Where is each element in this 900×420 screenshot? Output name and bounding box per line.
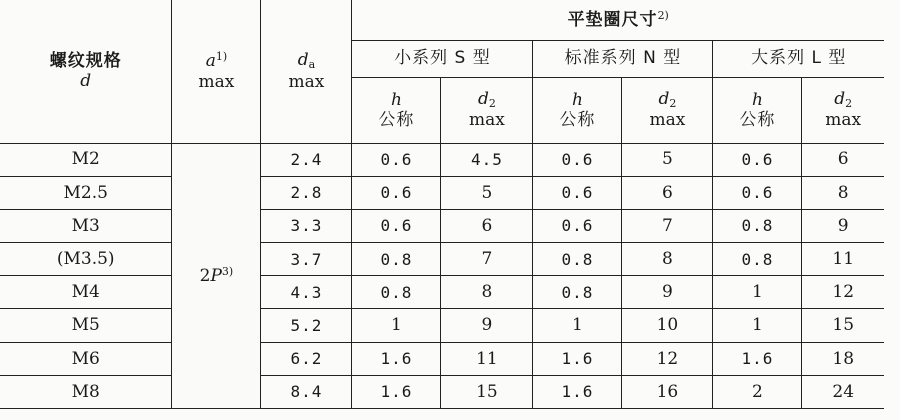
large-d2-cell: 11 [802, 243, 884, 276]
small-h-cell: 0.6 [352, 209, 441, 242]
bolt-spec-cell: (M3.5) [0, 243, 172, 276]
small-h-cell: 0.6 [352, 143, 441, 176]
bolt-spec-cell: M3 [0, 209, 172, 242]
a-value-coef: 2 [199, 266, 211, 287]
large-h-cell: 1 [713, 309, 802, 342]
da-cell: 3.3 [261, 209, 352, 242]
da-cell: 3.7 [261, 243, 352, 276]
a-footnote: 1) [215, 50, 228, 64]
large-h-cell: 1.6 [713, 342, 802, 375]
da-symbol: d [297, 50, 309, 71]
h-unit: 公称 [378, 110, 415, 130]
standard-d2-cell: 16 [622, 375, 713, 408]
small-d2-cell: 15 [441, 375, 533, 408]
large-h-cell: 0.8 [713, 243, 802, 276]
header-a [172, 0, 261, 143]
d2-symbol: d [477, 89, 489, 110]
table-row [0, 375, 884, 408]
table-row [0, 276, 884, 309]
large-d2-cell: 15 [802, 309, 884, 342]
h-symbol: h [571, 89, 583, 110]
table-header [0, 0, 884, 143]
da-cell: 8.4 [261, 375, 352, 408]
small-h-cell: 0.8 [352, 243, 441, 276]
large-h-cell: 2 [713, 375, 802, 408]
standard-d2-cell: 7 [622, 209, 713, 242]
bolt-spec-cell: M6 [0, 342, 172, 375]
a-value-cell [172, 143, 261, 409]
standard-d2-cell: 9 [622, 276, 713, 309]
small-d2-cell: 6 [441, 209, 533, 242]
series-small-header: 小系列 S 型 [352, 40, 533, 77]
table-row [0, 209, 884, 242]
standard-h-cell: 0.6 [533, 143, 622, 176]
small-d2-cell: 9 [441, 309, 533, 342]
a-value-symbol: P [210, 266, 222, 287]
small-h-cell: 0.6 [352, 176, 441, 209]
small-d2-cell: 8 [441, 276, 533, 309]
da-cell: 4.3 [261, 276, 352, 309]
d2-unit: max [469, 110, 505, 131]
h-symbol: h [390, 89, 402, 110]
h-unit: 公称 [739, 110, 776, 130]
table-row [0, 309, 884, 342]
large-h-header [713, 77, 802, 143]
d2-symbol: d [834, 89, 846, 110]
small-h-cell: 1 [352, 309, 441, 342]
standard-d2-cell: 8 [622, 243, 713, 276]
header-bolt-spec [0, 0, 172, 143]
large-h-cell: 0.6 [713, 176, 802, 209]
table-row [0, 342, 884, 375]
table-row [0, 143, 884, 176]
a-value-footnote: 3) [221, 265, 234, 279]
large-h-cell: 0.8 [713, 209, 802, 242]
bolt-spec-cell: M5 [0, 309, 172, 342]
da-cell: 6.2 [261, 342, 352, 375]
standard-h-header [533, 77, 622, 143]
da-cell: 2.8 [261, 176, 352, 209]
large-d2-header [802, 77, 884, 143]
standard-h-cell: 1.6 [533, 342, 622, 375]
standard-d2-cell: 6 [622, 176, 713, 209]
large-d2-cell: 9 [802, 209, 884, 242]
da-subscript: a [308, 58, 316, 72]
bolt-spec-cell: M4 [0, 276, 172, 309]
bolt-spec-cell: M8 [0, 375, 172, 408]
standard-d2-cell: 10 [622, 309, 713, 342]
d2-unit: max [825, 110, 862, 131]
table-row [0, 243, 884, 276]
group-footnote: 2) [657, 9, 669, 23]
group-title: 平垫圈尺寸 [567, 10, 658, 31]
d2-subscript: 2 [845, 97, 853, 111]
small-h-header [352, 77, 441, 143]
small-h-cell: 0.8 [352, 276, 441, 309]
d2-unit: max [649, 110, 686, 131]
small-h-cell: 1.6 [352, 375, 441, 408]
large-h-cell: 1 [713, 276, 802, 309]
d2-subscript: 2 [669, 97, 677, 111]
large-h-cell: 0.6 [713, 143, 802, 176]
small-d2-cell: 4.5 [441, 143, 533, 176]
h-symbol: h [751, 89, 763, 110]
d2-symbol: d [658, 89, 670, 110]
a-symbol: a [205, 51, 216, 72]
da-cell: 5.2 [261, 309, 352, 342]
bolt-spec-label: 螺纹规格 [49, 50, 122, 71]
small-h-cell: 1.6 [352, 342, 441, 375]
large-d2-cell: 18 [802, 342, 884, 375]
header-da [261, 0, 352, 143]
da-unit: max [288, 71, 325, 92]
standard-h-cell: 1 [533, 309, 622, 342]
series-large-header: 大系列 L 型 [713, 40, 884, 77]
small-d2-cell: 5 [441, 176, 533, 209]
bolt-spec-symbol: d [80, 71, 92, 92]
small-d2-header [441, 77, 533, 143]
washer-dimension-group-header [352, 0, 884, 40]
table-row [0, 176, 884, 209]
standard-d2-cell: 5 [622, 143, 713, 176]
table-body [0, 143, 884, 409]
bolt-spec-cell: M2.5 [0, 176, 172, 209]
a-unit: max [198, 71, 235, 92]
standard-d2-cell: 12 [622, 342, 713, 375]
da-cell: 2.4 [261, 143, 352, 176]
standard-h-cell: 1.6 [533, 375, 622, 408]
standard-h-cell: 0.6 [533, 209, 622, 242]
small-d2-cell: 7 [441, 243, 533, 276]
standard-d2-header [622, 77, 713, 143]
large-d2-cell: 24 [802, 375, 884, 408]
large-d2-cell: 12 [802, 276, 884, 309]
large-d2-cell: 8 [802, 176, 884, 209]
standard-h-cell: 0.8 [533, 276, 622, 309]
standard-h-cell: 0.8 [533, 243, 622, 276]
series-standard-header: 标准系列 N 型 [533, 40, 713, 77]
d2-subscript: 2 [488, 97, 496, 111]
bolt-spec-cell: M2 [0, 143, 172, 176]
standard-h-cell: 0.6 [533, 176, 622, 209]
h-unit: 公称 [559, 110, 596, 130]
large-d2-cell: 6 [802, 143, 884, 176]
small-d2-cell: 11 [441, 342, 533, 375]
